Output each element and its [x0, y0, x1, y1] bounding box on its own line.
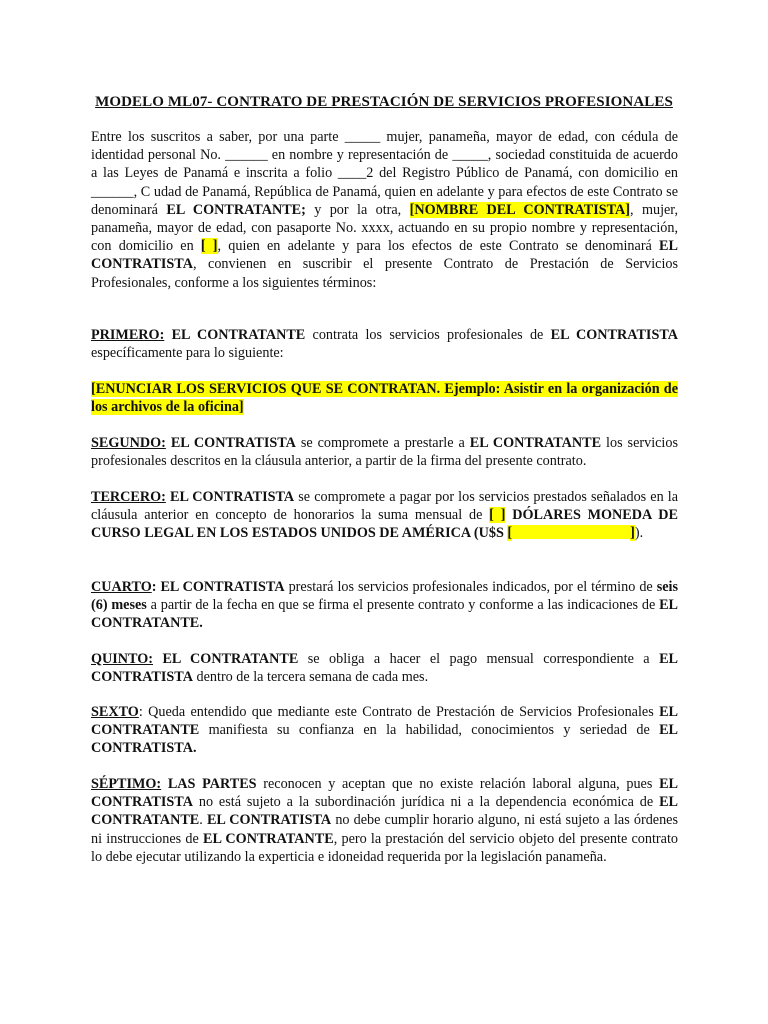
septimo-text-4: no debe cumplir horario alguno, ni está sujeto a las órdenes ni instrucciones de — [91, 812, 679, 847]
cuarto-text-1: prestará los servicios profesionales indicados, por el término de — [284, 579, 657, 595]
clause-septimo — [91, 775, 678, 866]
segundo-contratista: EL CONTRATISTA — [165, 435, 296, 451]
cuarto-colon: : — [151, 579, 157, 595]
sexto-contratante: EL CONTRATANTE — [91, 704, 678, 739]
tercero-usd-close-bracket: ] — [630, 525, 635, 542]
segundo-text-1: se compromete a prestarle a — [295, 435, 470, 451]
tercero-usd-amount-blank — [512, 525, 630, 539]
cuarto-term: seis (6) meses — [91, 579, 678, 614]
septimo-partes: LAS PARTES — [161, 776, 257, 792]
cuarto-contratante: EL CONTRATANTE. — [91, 597, 679, 632]
sexto-label: SEXTO — [91, 704, 139, 720]
septimo-contratista-2: EL CONTRATISTA — [206, 812, 332, 829]
sexto-text-2: manifiesta su confianza en la habilidad, conocimientos y seriedad de — [199, 722, 660, 739]
septimo-label: SÉPTIMO: — [91, 776, 162, 792]
intro-contratista: EL CONTRATISTA — [91, 238, 678, 273]
tercero-currency-text: DÓLARES MONEDA DE CURSO LEGAL EN LOS ESTADOS UNIDOS DE AMÉRICA (U$S — [91, 507, 678, 542]
septimo-contratante-2: EL CONTRATANTE — [203, 830, 334, 847]
quinto-text-1: se obliga a hacer el pago mensual correspondiente a — [298, 651, 660, 667]
primero-text-1: contrata los servicios profesionales de — [305, 327, 551, 343]
septimo-text-3: . — [199, 812, 207, 829]
segundo-contratante: EL CONTRATANTE — [469, 435, 602, 451]
primero-label: PRIMERO: — [91, 327, 165, 343]
clause-primero — [91, 326, 678, 362]
quinto-label: QUINTO: — [91, 651, 154, 667]
clause-cuarto — [91, 578, 678, 633]
document-title: MODELO ML07- CONTRATO DE PRESTACIÓN DE SERVICIOS PROFESIONALES — [95, 94, 673, 110]
intro-paragraph — [91, 128, 678, 292]
intro-text-3: , mujer, panameña, mayor de edad, con pasaporte No. xxxx, actuando en su propio nombre y representación, con domicilio en — [91, 201, 679, 255]
quinto-text-2: dentro de la tercera semana de cada mes. — [192, 669, 429, 686]
segundo-label: SEGUNDO: — [91, 435, 166, 451]
intro-text-1: Entre los suscritos a saber, por una parte _____ mujer, panameña, mayor de edad, con cédula de identidad personal No. ______ en nombre y representación de _____, sociedad constituida de acuerdo a las Leyes de Panamá e inscrita a folio ____2 del Registro Público de Panamá, con domicilio en ______, C udad de Panamá, República de Panamá, quien en adelante y para efectos de este Contrato se denominará — [91, 129, 678, 218]
cuarto-contratista: EL CONTRATISTA — [156, 579, 285, 595]
sexto-text-1: : Queda entendido que mediante este Contrato de Prestación de Servicios Profesionales — [138, 704, 660, 720]
septimo-contratante-1: EL CONTRATANTE — [91, 794, 678, 829]
segundo-text-2: los servicios profesionales descritos en la cláusula anterior, a partir de la firma del presente contrato. — [91, 435, 678, 470]
services-paragraph — [91, 380, 678, 416]
clause-segundo — [91, 434, 678, 470]
septimo-text-1: reconocen y aceptan que no existe relación laboral alguna, pues — [256, 776, 660, 792]
tercero-text-1: se compromete a pagar por los servicios prestados señalados en la cláusula anterior en concepto de honorarios la suma mensual de — [91, 489, 678, 524]
tercero-contratista: EL CONTRATISTA — [165, 489, 295, 505]
intro-text-5: , convienen en suscribir el presente Contrato de Prestación de Servicios Profesionales, conforme a los siguientes términos: — [91, 256, 678, 291]
clause-quinto — [91, 650, 678, 686]
clause-tercero — [91, 488, 678, 543]
tercero-amount-placeholder: [ ] — [489, 507, 506, 524]
septimo-text-2: no está sujeto a la subordinación jurídica ni a la dependencia económica de — [192, 794, 660, 811]
tercero-text-2: ). — [634, 525, 644, 542]
septimo-text-5: , pero la prestación del servicio objeto del presente contrato lo debe ejecutar utilizando la experticia e idoneidad requerida por la legislación panameña. — [91, 830, 678, 865]
primero-contratista: EL CONTRATISTA — [550, 327, 678, 343]
cuarto-label: CUARTO — [91, 579, 152, 595]
intro-text-2: y por la otra, — [305, 201, 410, 218]
quinto-contratante: EL CONTRATANTE — [153, 651, 299, 667]
clause-sexto — [91, 703, 678, 758]
primero-text-2: específicamente para lo siguiente: — [91, 345, 284, 362]
sexto-contratista: EL CONTRATISTA. — [91, 722, 678, 757]
septimo-contratista-1: EL CONTRATISTA — [91, 776, 678, 811]
tercero-usd-open-bracket: [ — [507, 525, 513, 542]
tercero-label: TERCERO: — [91, 489, 166, 505]
intro-contratante: EL CONTRATANTE; — [166, 201, 306, 218]
cuarto-text-2: a partir de la fecha en que se firma el presente contrato y conforme a las indicaciones de — [146, 597, 660, 614]
services-placeholder: [ENUNCIAR LOS SERVICIOS QUE SE CONTRATAN. Ejemplo: Asistir en la organización de los archivos de la oficina] — [91, 381, 678, 416]
primero-contratante: EL CONTRATANTE — [164, 327, 306, 343]
intro-domicilio-placeholder: [ ] — [200, 238, 218, 255]
quinto-contratista: EL CONTRATISTA — [91, 651, 678, 686]
intro-nombre-placeholder: [NOMBRE DEL CONTRATISTA] — [409, 201, 631, 218]
intro-text-4: , quien en adelante y para los efectos de este Contrato se denominará — [217, 238, 660, 255]
